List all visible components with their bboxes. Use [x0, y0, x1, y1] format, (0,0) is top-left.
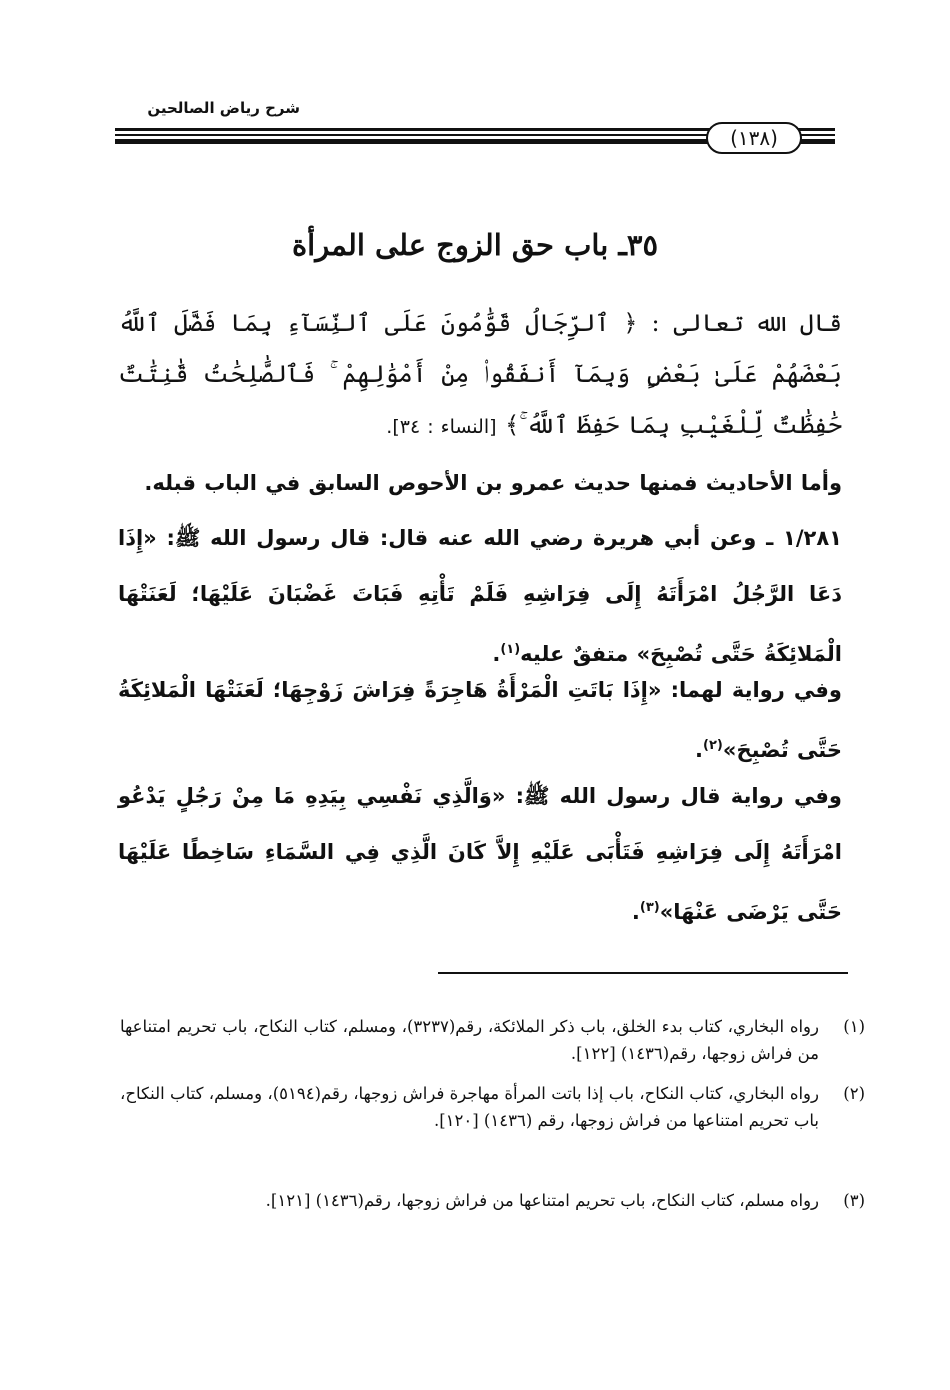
footnote-2	[120, 1080, 865, 1134]
hadith-281-text: ١/٢٨١ ـ وعن أبي هريرة رضي الله عنه قال: قال رسول الله ﷺ: «إِذَا دَعَا الرَّجُلُ امْرَأَتَهُ إِلَى فِرَاشِهِ فَلَمْ تَأْتِهِ فَبَاتَ غَضْبَانَ عَلَيْهَا؛ لَعَنَتْهَا الْمَلائِكَةُ حَتَّى تُصْبِحَ» متفقٌ عليه	[118, 526, 842, 666]
quran-reference: [النساء : ٣٤].	[386, 416, 497, 438]
riwaya-2-text: وفي رواية قال رسول الله ﷺ: «وَالَّذِي نَفْسِي بِيَدِهِ مَا مِنْ رَجُلٍ يَدْعُو امْرَأَتَهُ إِلَى فِرَاشِهِ فَتَأْبَى عَلَيْهِ إِلاَّ كَانَ الَّذِي فِي السَّمَاءِ سَاخِطًا عَلَيْهَا حَتَّى يَرْضَى عَنْهَا»	[118, 784, 842, 924]
quran-paragraph	[118, 298, 842, 453]
ahadith-intro-paragraph: وأما الأحاديث فمنها حديث عمرو بن الأحوص السابق في الباب قبله.	[144, 471, 842, 495]
riwaya-2-paragraph: وفي رواية قال رسول الله ﷺ: «وَالَّذِي نَفْسِي بِيَدِهِ مَا مِنْ رَجُلٍ يَدْعُو امْرَأَتَهُ إِلَى فِرَاشِهِ فَتَأْبَى عَلَيْهِ إِلاَّ كَانَ الَّذِي فِي السَّمَاءِ سَاخِطًا عَلَيْهَا حَتَّى يَرْضَى عَنْهَا»$^{(٣)}$.	[118, 784, 842, 924]
footnote-text: رواه مسلم، كتاب النكاح، باب تحريم امتناعها من فراش زوجها، رقم(١٤٣٦) [١٢١].	[265, 1191, 819, 1210]
chapter-title: ٣٥ـ باب حق الزوج على المرأة	[291, 228, 659, 262]
quran-verse: ﴿ ٱلرِّجَالُ قَوَّٰمُونَ عَلَى ٱلنِّسَآءِ بِمَا فَضَّلَ ٱللَّهُ بَعْضَهُمْ عَلَىٰ بَعْضٍ وَبِمَآ أَنفَقُوا۟ مِنْ أَمْوَٰلِهِمْ ۚ فَٱلصَّٰلِحَٰتُ قَٰنِتَٰتٌ حَٰفِظَٰتٌ لِّلْغَيْبِ بِمَا حَفِظَ ٱللَّهُ ۚ﴾	[118, 309, 842, 439]
footnote-number: (٣)	[843, 1191, 865, 1210]
footnote-1	[120, 1013, 865, 1067]
footnote-marker: (٢)	[703, 738, 723, 753]
footnote-3	[120, 1187, 865, 1214]
footnote-text: رواه البخاري، كتاب النكاح، باب إذا باتت المرأة مهاجرة فراش زوجها، رقم(٥١٩٤)، ومسلم، كتاب النكاح، باب تحريم امتناعها من فراش زوجها، رقم (١٤٣٦) [١٢٠].	[120, 1084, 819, 1130]
footnote-marker: (٣)	[639, 900, 660, 915]
footnote-number: (٢)	[843, 1084, 865, 1103]
hadith-281-paragraph: ١/٢٨١ ـ وعن أبي هريرة رضي الله عنه قال: قال رسول الله ﷺ: «إِذَا دَعَا الرَّجُلُ امْرَأَتَهُ إِلَى فِرَاشِهِ فَلَمْ تَأْتِهِ فَبَاتَ غَضْبَانَ عَلَيْهَا؛ لَعَنَتْهَا الْمَلائِكَةُ حَتَّى تُصْبِحَ» متفقٌ عليه$^{(١)}$.	[118, 526, 842, 666]
footnote-text: رواه البخاري، كتاب بدء الخلق، باب ذكر الملائكة، رقم(٣٢٣٧)، ومسلم، كتاب النكاح، باب تحريم امتناعها من فراش زوجها، رقم(١٤٣٦) [١٢٢].	[120, 1017, 819, 1063]
footnote-separator	[438, 972, 848, 974]
page-number: (١٣٨)	[706, 122, 802, 154]
running-header-title: شرح رياض الصالحين	[147, 99, 300, 117]
riwaya-1-text: وفي رواية لهما: «إِذَا بَاتَتِ الْمَرْأَةُ هَاجِرَةً فِرَاشَ زَوْجِهَا؛ لَعَنَتْهَا الْمَلائِكَةُ حَتَّى تُصْبِحَ»	[118, 678, 842, 762]
footnote-marker: (١)	[500, 642, 521, 657]
footnote-number: (١)	[843, 1017, 865, 1036]
quran-intro: قال الله تعالى :	[651, 309, 842, 337]
riwaya-1-paragraph: وفي رواية لهما: «إِذَا بَاتَتِ الْمَرْأَةُ هَاجِرَةً فِرَاشَ زَوْجِهَا؛ لَعَنَتْهَا الْمَلائِكَةُ حَتَّى تُصْبِحَ»$^{(٢)}$.	[118, 678, 842, 762]
